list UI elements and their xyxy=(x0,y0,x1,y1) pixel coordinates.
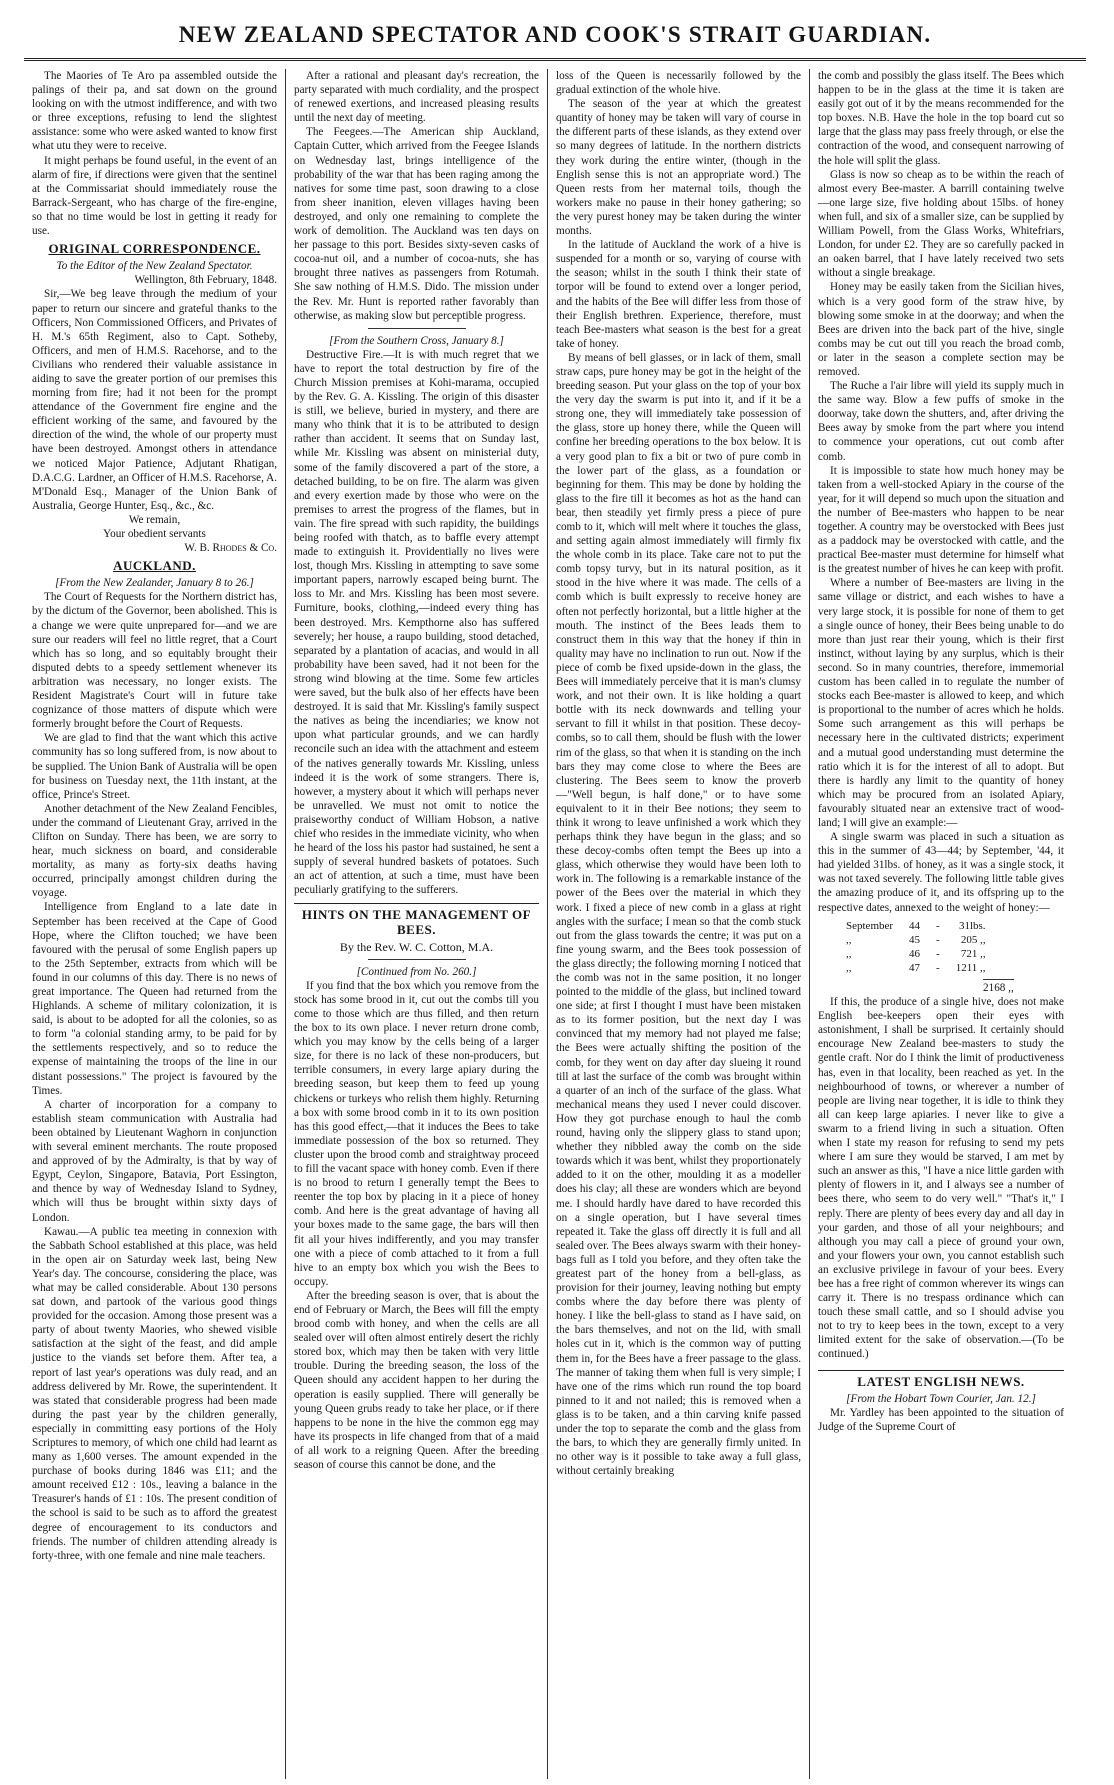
paragraph: After the breeding season is over, that is about the end of February or March, the Bees will fill the empty brood comb with honey, and when the cells are all sealed over will often almost entirely desert the richly stored box, which may then be taken with very little trouble. During the breeding season, the loss of the Queen should any accident happen to her during the operation is easily supplied. There will generally be young Queen grubs ready to take her place, or if there happens to be none in the hive the common egg may have its prospects in life changed from that of a maid of all work to a reigning Queen. After the breeding season of course this cannot be done, and the xyxy=(294,1289,539,1471)
paragraph: loss of the Queen is necessarily followed by the gradual extinction of the whole hive. xyxy=(556,70,801,97)
paragraph: The Ruche a l'air libre will yield its supply much in the same way. Blow a few puffs of smoke in the doorway, take down the shutters, and, after driving the Bees away by smoke from the part where you intend to commence your operations, cut out comb after comb. xyxy=(818,380,1064,463)
letter-signature: W. B. Rhodes & Co. xyxy=(184,542,277,555)
honey-table-cell-lbs: 721 ,, xyxy=(960,947,986,960)
honey-table xyxy=(838,919,994,975)
column-4 xyxy=(810,69,1072,1779)
column-3 xyxy=(548,69,810,1779)
columns xyxy=(24,69,1086,1779)
honey-table-cell-month: September xyxy=(846,919,894,932)
paragraph: The Maories of Te Aro pa assembled outside the palings of their pa, and sat down on the ground looking on with the utmost indifference, and with two or three exceptions, refusing to lend the slightest assistance: some who were asked wanted to know first what utu they were to receive. xyxy=(32,70,277,153)
honey-table-cell-year: 44 xyxy=(909,919,921,932)
paragraph: It might perhaps be found useful, in the event of an alarm of fire, if directions were given that the sentinel at the Commissariat should immediately rouse the Barrack-Sergeant, who has charge of the fire-engine, so that no time would be lost in getting it ready for use. xyxy=(32,154,277,238)
paragraph: The Feegees.—The American ship Auckland, Captain Cutter, which arrived from the Feegee Islands on Wednesday last, brings intelligence of the probability of the war that has been raging among the natives for some time past, soon drawing to a close from sheer inanition, eleven villages having been destroyed, and only one remaining to complete the work of demolition. The Auckland was ten days on her passage to this port. Besides sixty-seven casks of cocoa-nut oil, and a number of cocoa-nuts, she has brought three natives as passengers from Rotumah. She saw nothing of H.M.S. Dido. The mission under the Rev. Mr. Hunt is reported rather favorably than otherwise, as making slow but perceptible progress. xyxy=(294,126,539,322)
letter-body: Sir,—We beg leave through the medium of your paper to return our sincere and grateful thanks to the Officers, Non Commissioned Officers, and Privates of H. M.'s 65th Regiment, also to Capt. Sotheby, Officers, and men of H.M.S. Racehorse, and to the Civilians who rendered their valuable assistance in aiding to save the greater portion of our premises this morning from fire; had it not been for the prompt attendance of the Government fire engine and the efficient working of the same, and favoured by the direction of the wind, the whole of our property must have been destroyed. Amongst others in attendance we noticed Major Patience, Adjutant Rhatigan, D.A.C.G. Lardner, an Officer of H.M.S. Racehorse, A. M'Donald Esq., Manager of the Union Bank of Australia, George Hunter, Esq., &c., &c. xyxy=(32,288,277,512)
paragraph: A single swarm was placed in such a situation as this in the summer of 43—44; by September, '44, it had yielded 31lbs. of honey, as it was a single stock, it was not taxed severely. The following little table gives the amazing produce of it, and its offspring up to the respective dates, annexed to the weight of honey:— xyxy=(818,831,1064,914)
honey-table-cell-month: ,, xyxy=(846,933,852,946)
paragraph: We are glad to find that the want which this active community has so long suffered from, is now about to be supplied. The Union Bank of Australia will be open for business on Tuesday next, the 11th instant, at the office, Prince's Street. xyxy=(32,732,277,801)
column-1 xyxy=(24,69,286,1779)
honey-table-row xyxy=(838,961,994,975)
paragraph: By means of bell glasses, or in lack of them, small straw caps, pure honey may be got in the height of the breeding season. Put your glass on the top of your box the very day the swarm is put into it, and if it be a strong one, they will immediately take possession of the glass, store up honey there, while the Queen will confine her breeding operations to the box below. It is a very good plan to fix a bit or two of pure comb in the lower part of the glass, as a foundation or beginning for them. This may be done by holding the glass to the fire till it becomes as hot as the hand can bear, then steadily yet firmly press a piece of pure comb to it, which will melt where it touches the glass, and setting again almost immediately will firmly fix the whole comb in its place. Take care not to put the comb topsy turvy, but in its natural position, as it stood in the hive where it was made. The cells of a comb which is built expressly to receive honey are often not perfectly horizontal, but a little higher at the mouth. The instinct of the Bees leads them to construct them in this way that the honey if thin in quality may have no inclination to run out. Now if the piece of comb be fixed upside-down in the glass, the Bees will immediately perceive that it is man's clumsy work, and not their own. It is like holding a quart bottle with its neck downwards and telling your servant to fill it whilst in that position. These decoy-combs, so to call them, should be flush with the lower rim of the glass, so that when it is standing on the inch bars they may come close to where the Bees are clustering. The Bees seem to know the proverb—"Well begun, is half done," or to have some equivalent to it in their Bee notions; they seem to think it wrong to leave unfinished a work which they perhaps think they have begun in the glass; and so these decoy-combs often tempt the Bees up into a glass, which otherwise they would have been loth to work in. The following is a remarkable instance of the power of the Bees over the material in which they work. I fixed a piece of new comb in a glass at right angles with the surface; I mean so that the comb stuck out from the glass towards the centre; it was put on a fine young swarm, and the Bees took possession of the glass directly; the following morning I noticed that the comb was not in the same position, it no longer pointed to the middle of the glass, but inclined toward one side; at first I thought I must have been mistaken as to its former position, but the next day I was convinced that my memory had not played me false; the Bees were actually shifting the position of the comb, for they went on day after day slueing it round till at last the surface of the comb was brought within a quarter of an inch of the surface of the glass. What mechanical means they used I never could discover. How they got purchase enough to haul the comb round, having only the slippery glass to stand upon; whether they nibbled away the comb on the side towards which it was bent, whilst they proportionately added to it on the other, moulding it as a modeller does his clay; all these are wonders which are beyond me. I should hardly have dared to have recorded this on a single operation, but I have several times repeated it. Take the glass off directly it is full and all sealed over. The Bees always swarm with their honey-bags full as I told you before, and they often take the greatest part of the honey from a bell-glass, as provision for their journey, leaving nothing but empty combs where the day before there was plenty of honey. I like the bell-glass to stand as I have said, on the bars themselves, and not on the lid, with small holes cut in it, which is the common way of putting them in, for the Bees have a freer passage to the glass. The manner of taking them when full is very simple; I have one of the rims which run round the top board pinned to it and not nailed; this is removed when a glass is to be taken, and a thin carving knife passed under the top to separate the comb and the glass from the bars, to which they are generally firmly united. In no other way is it possible to take away a full glass, without certainly breaking xyxy=(556,351,801,1478)
section-rule xyxy=(818,1370,1064,1371)
paragraph: After a rational and pleasant day's recreation, the party separated with much cordiality, and the prospect of renewed exertions, and increased pleasing results until the next day of meeting. xyxy=(294,70,539,125)
source-line: [From the New Zealander, January 8 to 26.] xyxy=(55,577,254,590)
section-heading: HINTS ON THE MANAGEMENT OF BEES. xyxy=(301,907,532,937)
divider xyxy=(368,328,466,329)
masthead: NEW ZEALAND SPECTATOR AND COOK'S STRAIT GUARDIAN. xyxy=(178,22,932,47)
paragraph: Honey may be easily taken from the Sicilian hives, which is a very good form of the straw hive, by blowing some smoke in at the doorway; and when the Bees are driven into the back part of the hive, single combs may be cut out till you reach the broad comb, or later in the season a complete section may be removed. xyxy=(818,281,1064,378)
paragraph: The season of the year at which the greatest quantity of honey may be taken will vary of course in the different parts of these islands, as they extend over so many degrees of latitude. In the northern districts they work during the entire winter, (though in the English sense this is not an appropriate word.) The Queen rests from her maternal toils, though the workers make no pause in their honey gathering; so the very purest honey may be taken during the winter months. xyxy=(556,98,801,238)
continued-note: [Continued from No. 260.] xyxy=(356,965,477,978)
honey-table-cell-month: ,, xyxy=(846,947,852,960)
paragraph: Where a number of Bee-masters are living in the same village or district, and each wishes to have a very large stock, it is possible for none of them to get a single ounce of honey, their Bees being unable to do more than just rear their young, which is their first instinct, without laying by any surplus, which is their second. So in many countries, therefore, immemorial custom has been called in to regulate the number of stocks each Bee-master is allowed to keep, and which is proportional to the number of acres which he holds. Some such arrangement as this will perhaps be necessary here in the cultivated districts; experiment and a mutual good understanding must determine the ratio which it is for the interest of all to adopt. But there is hardly any limit to the quantity of honey which may be procured from an isolated Apiary, favourably situated near an extensive tract of wood-land; I will give an example:— xyxy=(818,577,1064,829)
paragraph: Destructive Fire.—It is with much regret that we have to report the total destruction by fire of the Church Mission premises at Kohi-marama, occupied by the Rev. G. A. Kissling. The origin of this disaster is still, we believe, buried in mystery, and there are many who think that it is to be attributed to design rather than accident. It seems that on Sunday last, while Mr. Kissling was absent on ministerial duty, some of the family discovered a part of the store, a detached building, to be on fire. The alarm was given and every exertion made by those who were on the premises to arrest the progress of the flames, but in vain. The fire spread with such rapidity, the buildings being roofed with thatch, as to baffle every attempt made to extinguish it. Providentially no lives were lost, though Mrs. Kissling in attempting to save some important papers, narrowly escaped being burnt. The loss to Mr. and Mrs. Kissling has been most severe. Furniture, books, clothing,—indeed every thing has been destroyed. Mrs. Kempthorne also has suffered severely; her house, a raupo building, stood detached, separated by a plantation of acacias, and would in all probability have been saved, had it not been for the strong wind blowing at the time. Some few articles were saved, but the bulk also of her effects have been destroyed. It is said that Mr. Kissling's family suspect the natives as being the incendiaries; we know not upon what particular grounds, and we can hardly reconcile such an idea with the attachment and esteem of the natives generally towards Mr. Kissling, unless indeed it is the work of some strangers. There is, however, a mystery about it which will perhaps never be unravelled. We must not omit to notice the praiseworthy conduct of William Hobson, a native chief who resides in the immediate vicinity, who when he heard of the loss his pastor had sustained, he sent a supply of several hundred baskets of potatoes. Such an act of attention, at such a time, must have been peculiarly gratifying to the sufferers. xyxy=(294,348,539,897)
source-line: [From the Southern Cross, January 8.] xyxy=(329,334,504,347)
honey-table-cell-lbs: 205 ,, xyxy=(960,933,986,946)
paragraph: Kawau.—A public tea meeting in connexion with the Sabbath School established at this place, was held in the open air on Saturday week last, being New Year's day. The concourse, considering the place, was what may be called considerable. About 130 persons sat down, and partook of the various good things provided for the occasion. Among those present was a party of about twenty Maories, who shewed visible satisfaction at the sight of the feast, and did ample justice to the viands set before them. After tea, a report of last year's operations was duly read, and an address delivered by Mr. Rowe, the superintendent. It was stated that considerable progress had been made during the past year by the children generally, especially in committing easy portions of the Holy Scriptures to memory, of which one child had learnt as many as 1,600 verses. The amount expended in the purchase of books during 1846 was £11; and the amount received £12 : 10s., leaving a balance in the Treasurer's hands of £1 : 10s. The present condition of the school is said to be such as to afford the greatest degree of encouragement to its conductors and friends. The number of children attending already is forty-three, with one female and nine male teachers. xyxy=(32,1225,277,1562)
paragraph: Mr. Yardley has been appointed to the situation of Judge of the Supreme Court of xyxy=(818,1406,1064,1433)
paragraph: A charter of incorporation for a company to establish steam communication with Australia had been obtained by Lieutenant Waghorn in conjunction with several eminent merchants. The route proposed and approved of by the Admiralty, is that by way of Egypt, Ceylon, Singapore, Batavia, Port Essington, and thence by way of Wednesday Island to Sydney, which will thus be brought within sixty days of London. xyxy=(32,1098,277,1224)
paragraph: If this, the produce of a single hive, does not make English bee-keepers open their eyes with astonishment, I shall be surprised. It certainly should encourage New Zealand bee-masters to study the gentle craft. Nor do I think the limit of productiveness has, even in that locality, been reached as yet. In the neighbourhood of towns, or wherever a number of people are living near together, it is idle to think they all can keep large apiaries. I never like to give a swarm to a friend living in such a situation. Often when I state my reason for refusing to send my pets where I am sure they would be starved, I am met by such an answer as this, "I have a nice little garden with plenty of flowers in it, and I always see a number of bees there, who seem to do very well." "That's it," I reply. There are plenty of bees every day and all day in your garden, and those of all your neighbours; and although you may call a piece of ground your own, and your flowers your own, you cannot establish such an exclusive privilege in favour of your bees. Every bee has a free right of common wherever its wings can carry it. There is no trespass ordinance which can touch these small cattle, and so I should advise you not to try to keep bees in the town, except to a very limited extent for the sake of observation.—(To be continued.) xyxy=(818,996,1064,1361)
masthead-rule xyxy=(24,58,1086,61)
honey-table-cell-month: ,, xyxy=(846,961,852,974)
honey-table-cell-year: 47 xyxy=(909,961,921,974)
honey-table-cell-year: 45 xyxy=(909,933,921,946)
paragraph: In the latitude of Auckland the work of a hive is suspended for a month or so, varying of course with the season; whilst in the south I think their state of torpor will be found to extend over a longer period, and the habits of the Bee will differ less from those of their English brethren. Experience, therefore, must teach Bee-masters what season is the best for a great take of honey. xyxy=(556,239,801,350)
honey-table-cell-sep: - xyxy=(936,933,940,946)
letter-close: Your obedient servants xyxy=(103,528,206,540)
section-heading: ORIGINAL CORRESPONDENCE. xyxy=(48,241,261,257)
section-heading: AUCKLAND. xyxy=(113,558,196,574)
section-heading: LATEST ENGLISH NEWS. xyxy=(857,1373,1025,1389)
paragraph: If you find that the box which you remove from the stock has some brood in it, cut out the combs till you come to those which are thus filled, and then return the box to its own place. I never return drone comb, which you may know by the cells being of a larger size, for there is no lack of these non-producers, but terrible consumers, in every large apiary during the breeding season, but keep them to feed up young chickens or turkeys who relish them highly. Returning a box with some brood comb in it to its own position has this good effect,—that it induces the Bees to take immediate possession of the box so returned. They cluster upon the brood comb and straightway proceed to fill the vacant space with honey comb. Even if there is no brood to return I generally tempt the Bees to reenter the top box by placing in it a piece of honey comb. And here is the great advantage of having all your boxes made to the same gage, the bars will then fit all your hives indifferently, and you may transfer one with a piece of comb attached to it from a full hive to an empty box which you wish the Bees to occupy. xyxy=(294,979,539,1288)
honey-table-cell-lbs: 1211 ,, xyxy=(955,961,986,974)
paragraph: Another detachment of the New Zealand Fencibles, under the command of Lieutenant Gray, arrived in the Clifton on Sunday. There has been, we are sorry to hear, much sickness on board, and considerable mortality, as many as forty-six deaths having occurred, principally amongst children during the voyage. xyxy=(32,802,277,900)
letter-place-date: Wellington, 8th February, 1848. xyxy=(134,274,277,287)
byline: By the Rev. W. C. Cotton, M.A. xyxy=(339,939,494,954)
honey-table-cell-lbs: 31lbs. xyxy=(958,919,986,932)
paragraph: It is impossible to state how much honey may be taken from a well-stocked Apiary in the course of the year, for it will depend so much upon the situation and the number of Bee-masters who happen to be near together. A country may be overstocked with Bees just as a paddock may be overstocked with cattle, and the practical Bee-master must determine for himself what is the greatest number of hives he can keep with profit. xyxy=(818,464,1064,576)
column-2 xyxy=(286,69,548,1779)
paragraph: Glass is now so cheap as to be within the reach of almost every Bee-master. A barrill containing twelve—one large size, five holding about 15lbs. of honey when full, and six of a smaller size, can be supplied by William Powell, from the Glass Works, Whitefriars, London, for under £2. They are so carefully packed in an oaken barrel, that I have lately received two sets without a single breakage. xyxy=(818,168,1064,280)
paragraph: The Court of Requests for the Northern district has, by the dictum of the Governor, been abolished. This is a change we were quite unprepared for—and we are sure our readers will feel no little regret, that a Court which has so long, and so equitably brought their disputed debts to a speedy settlement whenever its arbitration was necessary, no longer exists. The Resident Magistrate's Court will in future take cognizance of those matters of dispute which were formerly brought before the Court of Requests. xyxy=(32,591,277,731)
honey-table-row xyxy=(838,919,994,933)
honey-total: 2168 ,, xyxy=(983,979,1014,995)
source-line: [From the Hobart Town Courier, Jan. 12.] xyxy=(846,1392,1036,1405)
divider xyxy=(368,959,466,960)
honey-table-row xyxy=(838,933,994,947)
letter-addressee: To the Editor of the New Zealand Spectator. xyxy=(56,260,253,273)
paragraph: the comb and possibly the glass itself. The Bees which happen to be in the glass at the time it is taken are easily got out of it by the means recommended for the top boxes. N.B. Have the hole in the top board cut so large that the glass may pass freely through, or else the contraction of the wood, and consequent narrowing of the hole will split the glass. xyxy=(818,70,1064,167)
honey-table-cell-sep: - xyxy=(936,947,940,960)
honey-table-cell-sep: - xyxy=(936,961,940,974)
honey-table-cell-year: 46 xyxy=(909,947,921,960)
honey-table-row xyxy=(838,947,994,961)
letter-close: We remain, xyxy=(128,513,181,526)
paragraph: Intelligence from England to a late date in September has been received at the Cape of Good Hope, where the Clifton touched; we have been favoured with the perusal of some English papers up to the 25th September, extracts from which will be found in our columns of this day. There is no news of great importance. The Queen had returned from the Highlands. A scheme of military colonization, it is said, is about to be adopted for all the colonies, so as to form "a colonial standing army, to be paid for by the settlements respectively, and so to reduce the expense of maintaining the troops of the line in our distant possessions." The project is favoured by the Times. xyxy=(32,901,277,1097)
honey-table-cell-sep: - xyxy=(936,919,940,932)
section-rule xyxy=(294,903,539,904)
